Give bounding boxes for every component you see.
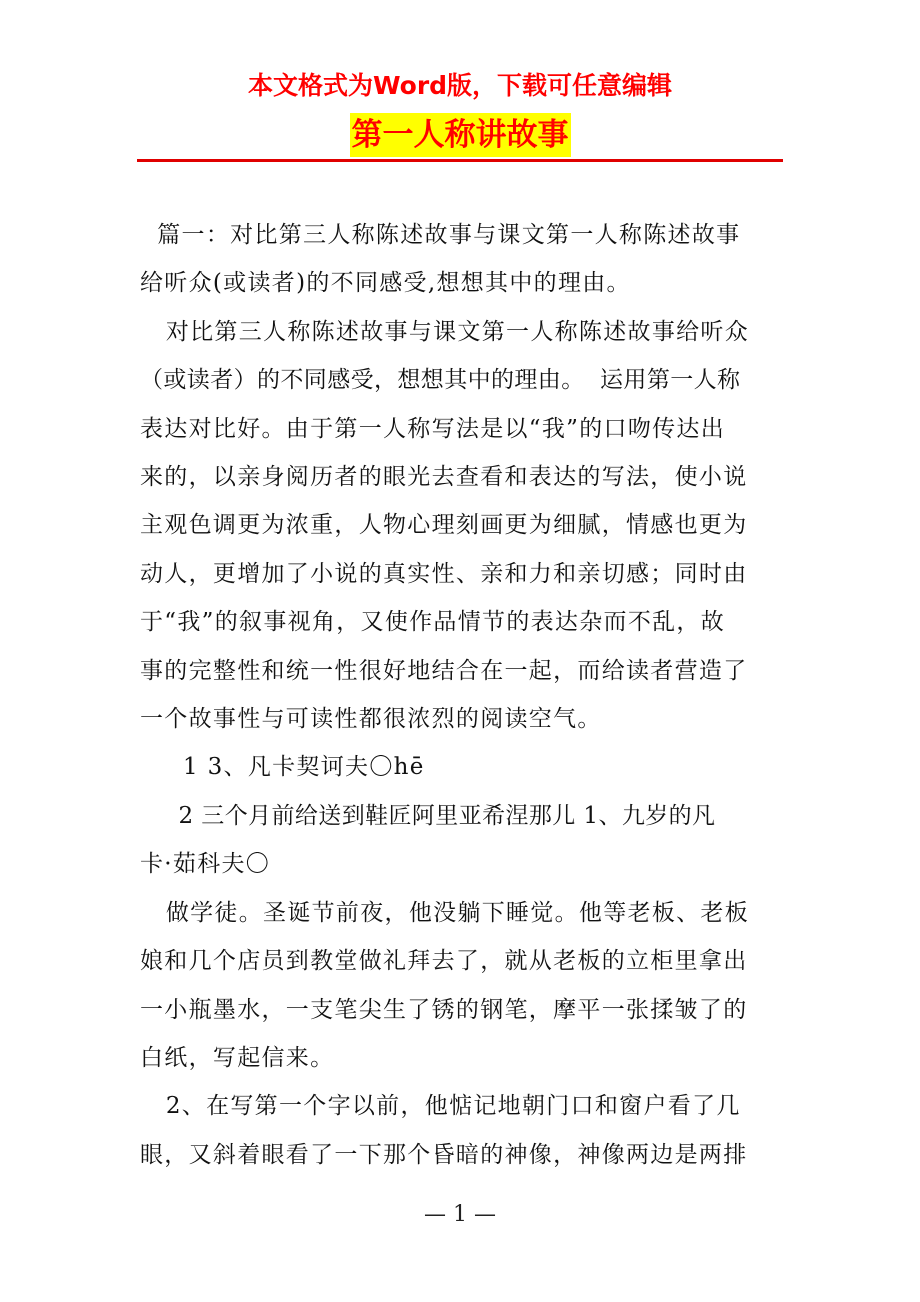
body-line: 来的，以亲身阅历者的眼光去查看和表达的写法，使小说 xyxy=(140,464,748,491)
body-line: 表达对比好。由于第一人称写法是以“我”的口吻传达出 xyxy=(140,415,726,442)
document-title: 第一人称讲故事 xyxy=(350,113,571,157)
body-line: 1 3、凡卡契诃夫〇hē xyxy=(140,754,425,781)
page-number: — 1 — xyxy=(424,1202,496,1227)
body-line: 一个故事性与可读性都很浓烈的阅读空气。 xyxy=(140,706,602,733)
body-line: 主观色调更为浓重，人物心理刻画更为细腻，情感也更为 xyxy=(140,512,748,539)
body-line: 篇一：对比第三人称陈述故事与课文第一人称陈述故事 xyxy=(140,222,741,248)
body-line: 于“我”的叙事视角，又使作品情节的表达杂而不乱，故 xyxy=(140,609,726,636)
body-line: 2、在写第一个字以前，他惦记地朝门口和窗户看了几 xyxy=(140,1093,741,1120)
body-line: 事的完整性和统一性很好地结合在一起，而给读者营造了 xyxy=(140,657,748,684)
body-line: 给听众(或读者)的不同感受,想想其中的理由。 xyxy=(140,270,631,297)
body-line: 做学徒。圣诞节前夜，他没躺下睡觉。他等老板、老板 xyxy=(140,899,750,926)
title-block xyxy=(0,113,920,157)
body-line: 对比第三人称陈述故事与课文第一人称陈述故事给听众 xyxy=(140,318,750,345)
body-line: 动人，更增加了小说的真实性、亲和力和亲切感；同时由 xyxy=(140,560,748,587)
body-line: 娘和几个店员到教堂做礼拜去了，就从老板的立柜里拿出 xyxy=(140,948,748,975)
body-line: 一小瓶墨水，一支笔尖生了锈的钢笔，摩平一张揉皱了的 xyxy=(140,996,748,1023)
title-divider-rule xyxy=(137,159,783,162)
body-line: 白纸，写起信来。 xyxy=(140,1044,335,1071)
body-line: 2 三个月前给送到鞋匠阿里亚希涅那儿 1、九岁的凡 xyxy=(140,802,716,829)
format-notice-banner: 本文格式为Word版，下载可任意编辑 xyxy=(247,71,673,100)
body-line: （或读者）的不同感受，想想其中的理由。 运用第一人称 xyxy=(140,367,741,394)
body-line: 卡·茹科夫〇 xyxy=(140,851,271,878)
body-line: 眼，又斜着眼看了一下那个昏暗的神像，神像两边是两排 xyxy=(140,1141,748,1168)
document-body xyxy=(140,211,784,1179)
